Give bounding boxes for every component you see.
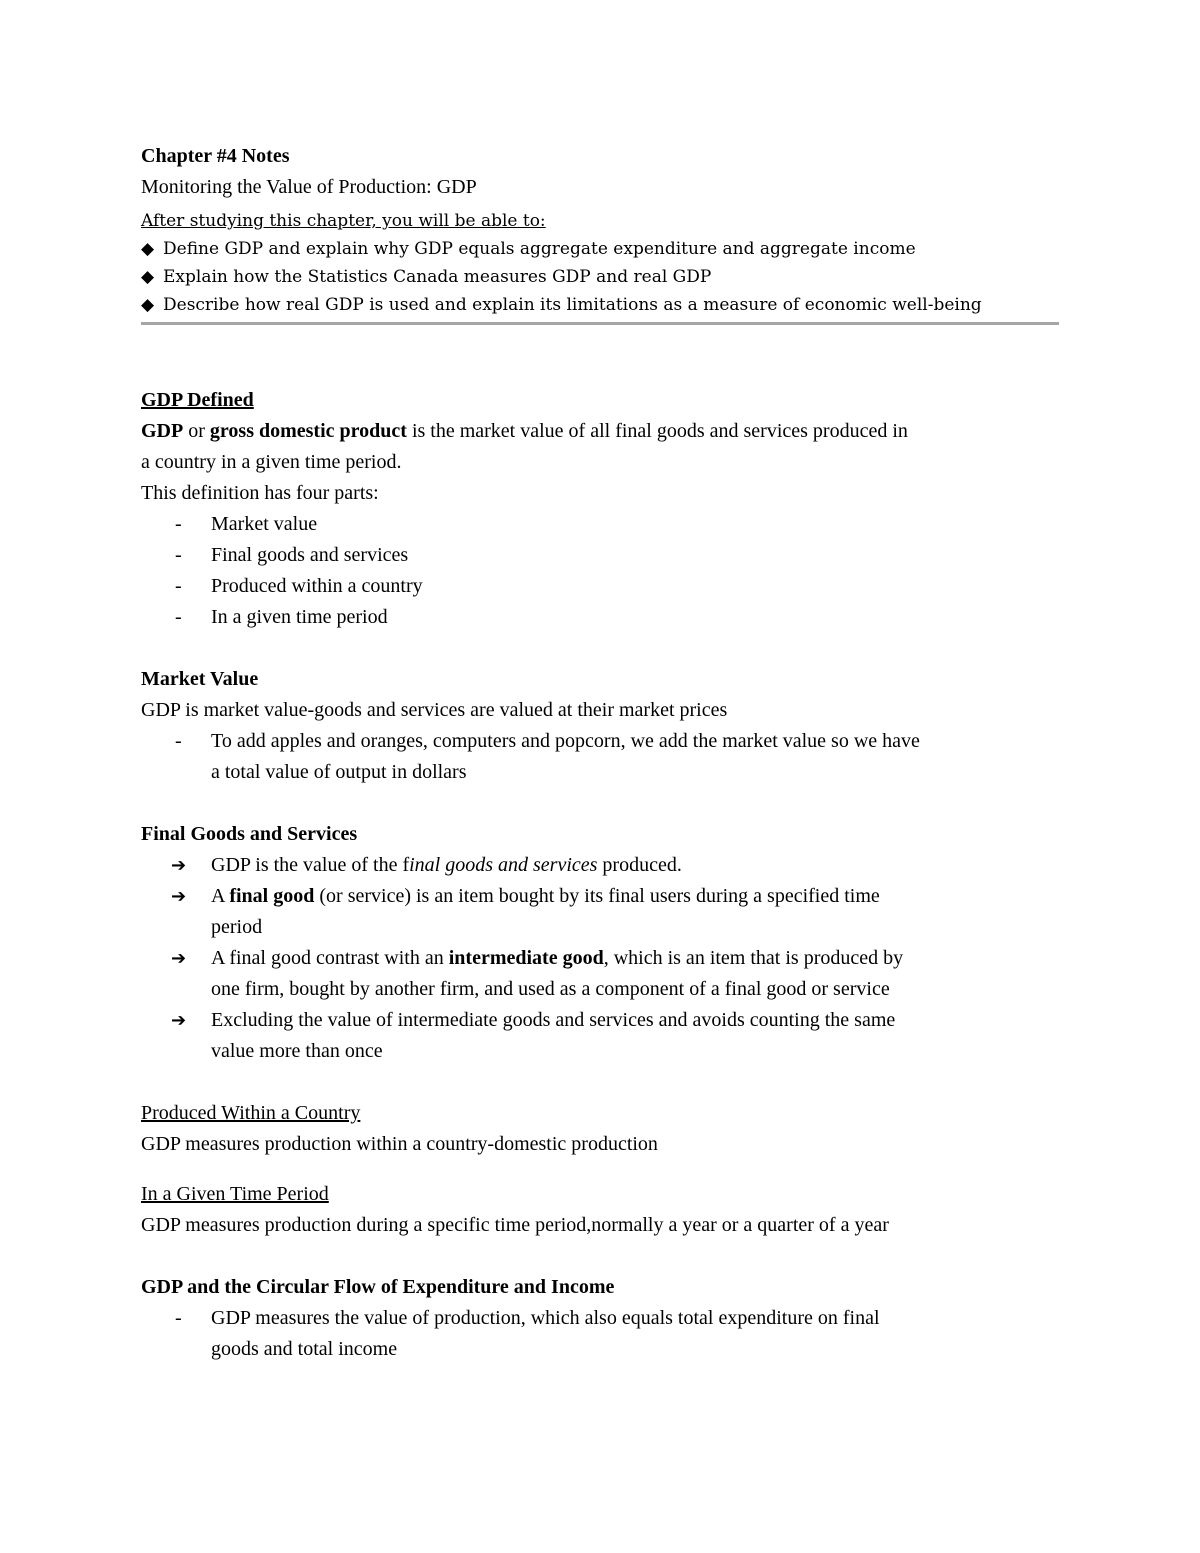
- chapter-subtitle: Monitoring the Value of Production: GDP: [141, 176, 477, 198]
- arrow-bullet-icon: ➔: [171, 855, 187, 876]
- list-item-continuation: [141, 912, 1061, 943]
- section-heading: Final Goods and Services: [141, 823, 358, 845]
- list-item-text: Produced within a country: [211, 575, 423, 597]
- list-item: [141, 881, 1061, 912]
- term-final-good: final good: [229, 885, 315, 907]
- list-item-text: value more than once: [211, 1040, 383, 1062]
- section-heading: GDP Defined: [141, 389, 254, 411]
- objective-text: Explain how the Statistics Canada measures GDP and real GDP: [163, 267, 712, 287]
- list-item-text: goods and total income: [211, 1338, 398, 1360]
- list-item: [141, 571, 1061, 602]
- list-item-text: (or service) is an item bought by its final users during a specified time: [314, 885, 880, 907]
- arrow-bullet-icon: ➔: [171, 1010, 187, 1031]
- list-item-text: A: [211, 885, 230, 907]
- definition-rest: is the market value of all final goods and services produced in: [406, 420, 908, 442]
- list-item: [141, 1005, 1061, 1036]
- dash-bullet-icon: -: [175, 544, 182, 566]
- list-item-text: GDP measures the value of production, which also equals total expenditure on final: [211, 1307, 880, 1329]
- list-item: [141, 602, 1061, 633]
- arrow-bullet-icon: ➔: [171, 948, 187, 969]
- definition-line-2: a country in a given time period.: [141, 451, 402, 473]
- list-item: [141, 943, 1061, 974]
- list-item-continuation: [141, 757, 1061, 788]
- list-item: [141, 1303, 1061, 1334]
- diamond-bullet-icon: ◆: [141, 239, 155, 259]
- section-given-time: [141, 1179, 1061, 1241]
- section-circular-flow: [141, 1272, 1061, 1365]
- list-item: [141, 726, 1061, 757]
- list-item-continuation: [141, 1036, 1061, 1067]
- objective-text: Describe how real GDP is used and explain its limitations as a measure of economic well-being: [163, 295, 982, 315]
- section-heading: In a Given Time Period: [141, 1183, 329, 1205]
- section-heading: Produced Within a Country: [141, 1102, 361, 1124]
- chapter-title: Chapter #4 Notes: [141, 145, 290, 167]
- list-item: [141, 540, 1061, 571]
- list-item: [141, 509, 1061, 540]
- list-item-text: Market value: [211, 513, 318, 535]
- section-final-goods: [141, 819, 1061, 1067]
- paragraph: GDP is market value-goods and services are valued at their market prices: [141, 699, 728, 721]
- diamond-bullet-icon: ◆: [141, 295, 155, 315]
- list-item: [141, 850, 1061, 881]
- definition-intro: This definition has four parts:: [141, 482, 379, 504]
- list-item-text: Excluding the value of intermediate goods and services and avoids counting the same: [211, 1009, 896, 1031]
- list-item-text: Final goods and services: [211, 544, 409, 566]
- dash-bullet-icon: -: [175, 1307, 182, 1329]
- objective-item: [141, 235, 1061, 263]
- list-item-text: In a given time period: [211, 606, 388, 628]
- objective-item: [141, 263, 1061, 291]
- section-heading: Market Value: [141, 668, 259, 690]
- objective-item: [141, 291, 1061, 319]
- list-item-text: produced.: [597, 854, 682, 876]
- dash-bullet-icon: -: [175, 513, 182, 535]
- paragraph: GDP measures production within a country-domestic production: [141, 1133, 658, 1155]
- section-heading: GDP and the Circular Flow of Expenditure and Income: [141, 1276, 615, 1298]
- term-gdp: GDP: [141, 420, 184, 442]
- dash-bullet-icon: -: [175, 606, 182, 628]
- section-gdp-defined: [141, 385, 1061, 633]
- dash-bullet-icon: -: [175, 730, 182, 752]
- list-item-text: To add apples and oranges, computers and popcorn, we add the market value so we have: [211, 730, 920, 752]
- definition-connector: or: [183, 420, 210, 442]
- objective-text: Define GDP and explain why GDP equals aggregate expenditure and aggregate income: [163, 239, 916, 259]
- list-item-text: , which is an item that is produced by: [603, 947, 904, 969]
- horizontal-rule: [141, 322, 1059, 325]
- list-item-text: one firm, bought by another firm, and used as a component of a final good or service: [211, 978, 890, 1000]
- section-market-value: [141, 664, 1061, 788]
- definition-line: [141, 416, 1061, 447]
- dash-bullet-icon: -: [175, 575, 182, 597]
- arrow-bullet-icon: ➔: [171, 886, 187, 907]
- objectives-intro: After studying this chapter, you will be able to:: [141, 211, 546, 231]
- term-gross-domestic-product: gross domestic product: [209, 420, 407, 442]
- paragraph: GDP measures production during a specific time period,normally a year or a quarter of a year: [141, 1214, 889, 1236]
- diamond-bullet-icon: ◆: [141, 267, 155, 287]
- emphasis-text: inal goods and services: [409, 854, 598, 876]
- list-item-text: period: [211, 916, 263, 938]
- list-item-continuation: [141, 974, 1061, 1005]
- document-body: [141, 141, 1061, 1365]
- section-produced-within: [141, 1098, 1061, 1160]
- list-item-text: GDP is the value of the f: [211, 854, 410, 876]
- term-intermediate-good: intermediate good: [448, 947, 604, 969]
- list-item-text: A final good contrast with an: [211, 947, 449, 969]
- list-item-text: a total value of output in dollars: [211, 761, 467, 783]
- list-item-continuation: [141, 1334, 1061, 1365]
